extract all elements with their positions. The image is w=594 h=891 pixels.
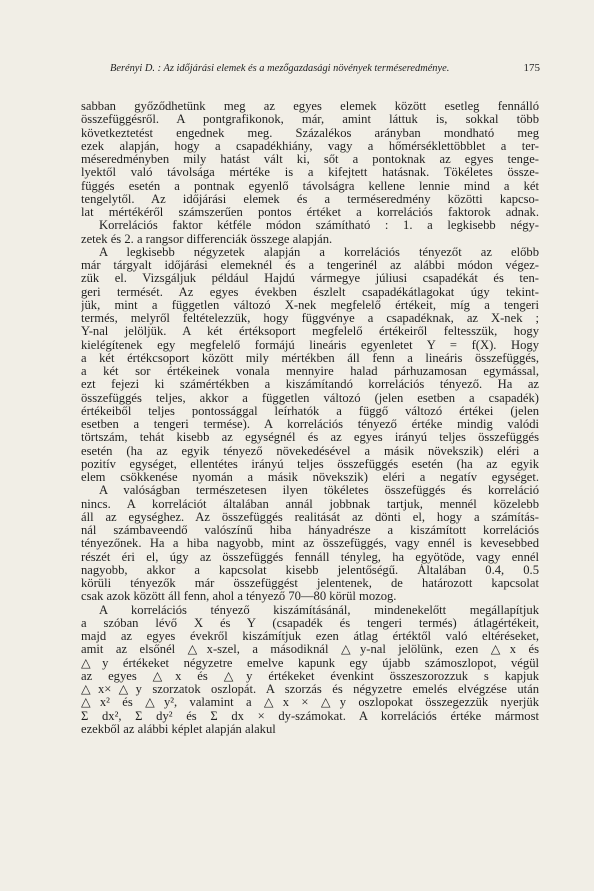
text-line: lat mértékéről számszerűen pontos értéket a korrelációs faktorok adnak. (81, 206, 539, 219)
text-line: Korrelációs faktor kétféle módon számítható : 1. a legkisebb négy- (99, 219, 539, 233)
text-line: ezekből az alábbi képlet alapján alakul (81, 721, 276, 736)
text-line: ezek alapján, hogy a csapadékhiány, vagy a hőmérséklettöbblet a ter- (81, 139, 539, 153)
body-text (81, 100, 539, 736)
text-line: összefüggésről. A pontgrafikonok, már, amint láttuk is, sokkal több (81, 113, 539, 127)
text-line: A korrelációs tényező kiszámításánál, mindenekelőtt megállapítjuk (99, 603, 539, 617)
text-line: jük, mint a független változó X-nek megfelelő értékeit, míg a tengeri (81, 298, 539, 312)
text-line: körüli tényezők már összefüggést jelentenek, de határozott kapcsolat (81, 577, 539, 590)
text-line: △x² és △y², valamint a △x × △y oszlopokat összegezzük nyerjük (81, 696, 539, 710)
text-line: nál számbaveendő valószínű hiba hányadrésze a kiszámított korrelációs (81, 524, 539, 537)
text-line: a szóban lévő X és Y (csapadék és tengeri termés) átlagértékeit, (81, 616, 539, 630)
text-line: összefüggés teljes, akkor a független változó (jelen esetben a csapadék) (81, 391, 539, 405)
text-line: zetek és 2. a rangsor differenciák összege alapján. (81, 231, 333, 246)
text-line: a két értékcsoport között mily mértékben áll fenn a lineáris összefüggés, (81, 351, 539, 365)
text-line: A legkisebb négyzetek alapján a korrelációs tényezőt az előbb (99, 245, 539, 259)
text-line: Σ dx², Σ dy² és Σ dx × dy-számokat. A korrelációs értéke mármost (81, 709, 539, 723)
text-line: tengelytől. Az időjárási elemek és a terméseredmény közötti kapcso- (81, 192, 539, 206)
text-line: áll az egységhez. Az összefüggés realitását az dönti el, hogy a számítás- (81, 510, 539, 524)
text-line: a két sor értékeinek vonala mennyire halad párhuzamosan egymással, (81, 365, 539, 378)
text-line: értékeiből teljes pontossággal leírhatók a függő változó értékei (jelen (81, 404, 539, 418)
text-line: A valóságban természetesen ilyen tökéletes összefüggés és korreláció (99, 484, 539, 498)
text-line: △x×△y szorzatok oszlopát. A szorzás és négyzetre emelés elvégzése után (81, 683, 539, 696)
text-line: esetén (ha az egyik tényező növekedésével a másik növekszik) eléri a (81, 444, 539, 458)
text-line: csak azok között áll fenn, ahol a tényező 70—80 körül mozog. (81, 589, 397, 604)
text-line: △y értékeket négyzetre emelve kapunk egy újabb számoszlopot, végül (81, 656, 539, 670)
text-line: az egyes △x és △y értékeket évenkint összeszorozzuk s kapjuk (81, 669, 539, 683)
text-line: részét éri el, úgy az összefüggés fennáll tényleg, ha egyötöde, vagy ennél (81, 550, 539, 564)
text-line: esetben a tengeri termése). A korrelációs tényező értéke mindig valódi (81, 418, 539, 431)
text-line: sabban győződhetünk meg az egyes elemek között esetleg fennálló (81, 100, 539, 113)
running-title: Berényi D. : Az időjárási elemek és a mezőgazdasági növények terméseredménye. (110, 63, 450, 74)
text-line: nincs. A korrelációt általában annál jobbnak tartjuk, mennél közelebb (81, 497, 539, 511)
text-line: ezt fejezi ki számértékben a kiszámítandó korrelációs tényező. Ha az (81, 378, 539, 392)
text-line: Y-nal jelöljük. A két értéksoport megfelelő értékeiről feltesszük, hogy (81, 325, 539, 339)
text-line: termés, melyről feltételezzük, hogy függvénye a csapadéknak, az X-nek ; (81, 312, 539, 325)
text-line: majd az egyes évekről kiszámítjuk ezen átlag értéktől való eltéréseket, (81, 630, 539, 643)
text-line: nagyobb, akkor a kapcsolat kisebb jelentőségű. Általában 0.4, 0.5 (81, 563, 539, 577)
text-line: amit az elsőnél △x-szel, a másodiknál △y-nal jelölünk, ezen △x és (81, 643, 539, 657)
text-line: tényezőnek. Ha a hiba nagyobb, mint az összefüggés, vagy ennél is kevesebbed (81, 537, 539, 551)
text-line: törtszám, tehát kisebb az egységnél és az egyes irányú teljes összefüggés (81, 431, 539, 445)
text-line: geri termését. Az egyes években észlelt csapadékátlagokat úgy tekint- (81, 285, 539, 299)
text-line: elem csökkenése nyomán a másik növekszik) eléri a negatív egységet. (81, 471, 539, 484)
text-line: már tárgyalt időjárási elemeknél és a tengerinél az alábbi módon végez- (81, 259, 539, 272)
running-header (110, 62, 540, 74)
text-line: zük el. Vizsgáljuk például Hajdú vármegye júliusi csapadékát és ten- (81, 272, 539, 286)
text-line: méseredményben mily hatást vált ki, sőt a pontoknak az egyes tenge- (81, 153, 539, 166)
text-line: lyektől való távolsága mértéke is a kifejtett hatásnak. Tökéletes össze- (81, 166, 539, 180)
text-line: következtetést engednek meg. Százalékos arányban mondható meg (81, 126, 539, 140)
page-number: 175 (523, 62, 540, 74)
text-line: függés esetén a pontnak egyenlő távolságra kellene lennie mind a két (81, 179, 539, 193)
text-line: pozitív egységet, ellentétes irányú teljes összefüggés esetén (ha az egyik (81, 457, 539, 471)
text-line: kielégítenek egy megfelelő formájú lineáris egyenletet Y = f(X). Hogy (81, 338, 539, 352)
